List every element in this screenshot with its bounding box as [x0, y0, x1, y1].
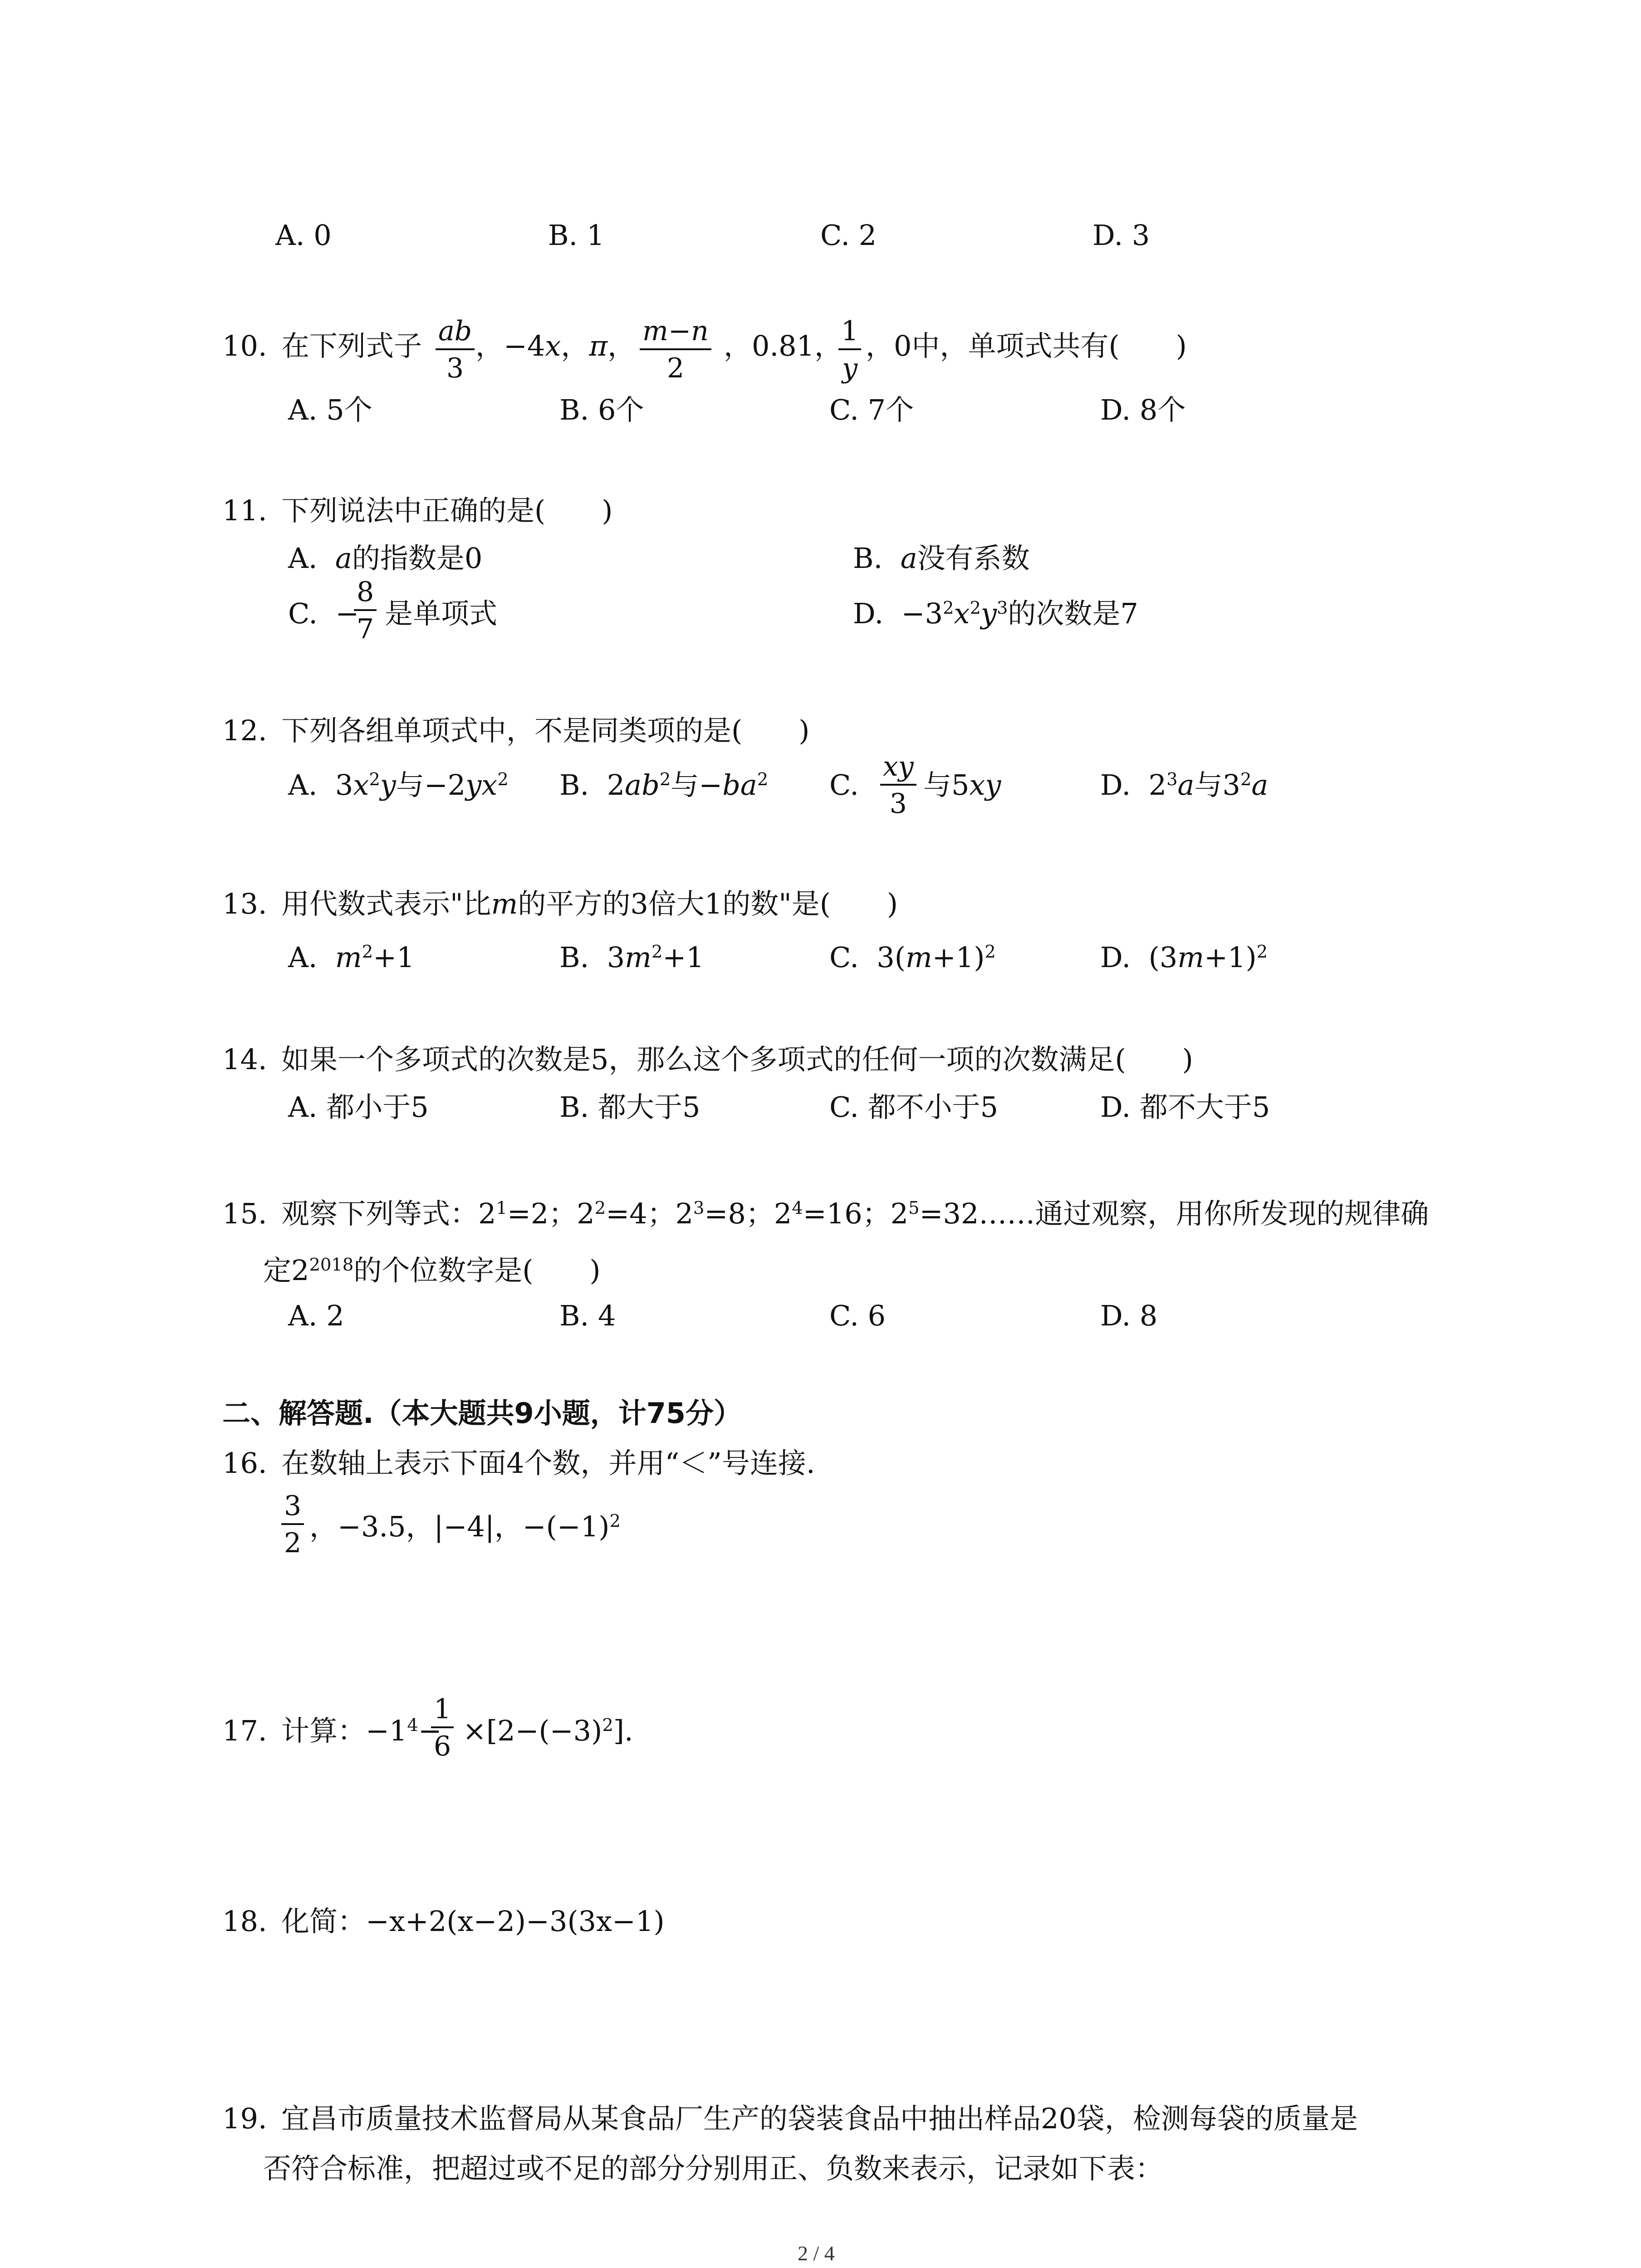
fraction-1-over-y: $\frac{1}{y}$ [838, 318, 861, 382]
q12-option-c-tail: 与5xy [923, 768, 1001, 802]
q13-option-d: D. $(3m+1)^2$ [1100, 941, 1268, 974]
item-minus-4x: ，−4x，π， [475, 329, 636, 362]
q12-option-a: A. $3x^2y$与$-2yx^2$ [288, 768, 509, 802]
fraction-xy-over-3: $\frac{xy}{3}$ [880, 753, 916, 817]
question-stem-line2: 定$2^{2018}$的个位数字是( ) [263, 1254, 601, 1287]
page-number: 2 / 4 [798, 2242, 835, 2265]
q11-option-d: D. $-3^2x^2y^3$的次数是7 [853, 597, 1138, 630]
q9-option-d: D. 3 [1092, 219, 1150, 252]
question-number: 12. [222, 714, 267, 747]
q10-option-d: D. 8个 [1100, 393, 1186, 426]
question-number: 17. [222, 1714, 267, 1747]
section-heading: 二、解答题.（本大题共9小题，计75分） [222, 1397, 742, 1430]
question-number: 14. [222, 1043, 267, 1076]
q13-option-c: C. $3(m+1)^2$ [829, 941, 996, 974]
question-number: 16. [222, 1447, 267, 1480]
expression-start: 计算：$-1^4-$ [281, 1714, 442, 1747]
question-stem-line1: 宜昌市质量技术监督局从某食品厂生产的袋装食品中抽出样品20袋，检测每袋的质量是 [281, 2102, 1358, 2135]
question-number: 15. [222, 1197, 267, 1230]
q11-option-c-prefix: C. − [288, 597, 359, 630]
question-number: 19. [222, 2102, 267, 2135]
q15-option-d: D. 8 [1100, 1299, 1158, 1332]
q13-option-a: A. $m^2+1$ [288, 941, 415, 974]
q15-option-c: C. 6 [829, 1299, 886, 1332]
question-stem: 化简：−x+2(x−2)−3(3x−1) [281, 1905, 665, 1938]
q14-option-b: B. 都大于5 [559, 1090, 700, 1124]
q11-option-a: A. a的指数是0 [288, 542, 483, 575]
q15-option-a: A. 2 [288, 1299, 344, 1332]
q14-option-d: D. 都不大于5 [1100, 1090, 1270, 1124]
q10-option-c: C. 7个 [829, 393, 914, 426]
expression-end: $\times[2-(-3)^2]$. [463, 1714, 633, 1747]
question-number: 10. [222, 329, 267, 362]
fraction-m-minus-n-over-2: $\frac{m-n}{2}$ [640, 318, 711, 382]
q9-option-a: A. 0 [275, 219, 332, 252]
question-stem-line2: 否符合标准，把超过或不足的部分分别用正、负数来表示，记录如下表： [263, 2152, 1164, 2185]
question-stem: 在数轴上表示下面4个数，并用“＜”号连接. [281, 1447, 815, 1480]
question-stem: 下列说法中正确的是( ) [281, 494, 613, 527]
q14-option-c: C. 都不小于5 [829, 1090, 999, 1124]
question-stem: 在下列式子 [281, 329, 422, 362]
question-stem-end: ，0中，单项式共有( ) [866, 329, 1187, 362]
q12-option-d: D. $2^3a$与$3^2a$ [1100, 768, 1269, 802]
q11-option-b: B. a没有系数 [853, 542, 1030, 575]
q14-option-a: A. 都小于5 [288, 1090, 429, 1124]
q11-option-c-text: 是单项式 [385, 597, 498, 630]
q15-option-b: B. 4 [559, 1299, 616, 1332]
question-stem: 用代数式表示"比m的平方的3倍大1的数"是( ) [281, 887, 898, 920]
item-0-81: ，0.81， [724, 329, 843, 362]
q13-option-b: B. $3m^2+1$ [559, 941, 704, 974]
question-number: 18. [222, 1905, 267, 1938]
number-list: ，−3.5，|−4|，$-(-1)^2$ [309, 1510, 621, 1543]
q9-option-b: B. 1 [548, 219, 605, 252]
question-stem: 下列各组单项式中，不是同类项的是( ) [281, 714, 810, 747]
question-stem-line1: 观察下列等式：$2^1=2$；$2^2=4$；$2^3=8$；$2^4=16$；$2^5=32\dots\dots$通过观察，用你所发现的规律确 [281, 1197, 1429, 1230]
fraction-8-over-7: $\frac{8}{7}$ [354, 578, 377, 643]
fraction-3-over-2: $\frac{3}{2}$ [281, 1492, 304, 1557]
question-number: 13. [222, 887, 267, 920]
fraction-1-over-6: $\frac{1}{6}$ [431, 1696, 454, 1760]
q12-option-c-prefix: C. [829, 768, 859, 802]
question-stem: 如果一个多项式的次数是5，那么这个多项式的任何一项的次数满足( ) [281, 1043, 1193, 1076]
q9-option-c: C. 2 [820, 219, 877, 252]
question-number: 11. [222, 494, 267, 527]
fraction-ab-over-3: $\frac{ab}{3}$ [436, 318, 475, 382]
q10-option-a: A. 5个 [288, 393, 372, 426]
q12-option-b: B. $2ab^2$与$-ba^2$ [559, 768, 769, 802]
q10-option-b: B. 6个 [559, 393, 644, 426]
